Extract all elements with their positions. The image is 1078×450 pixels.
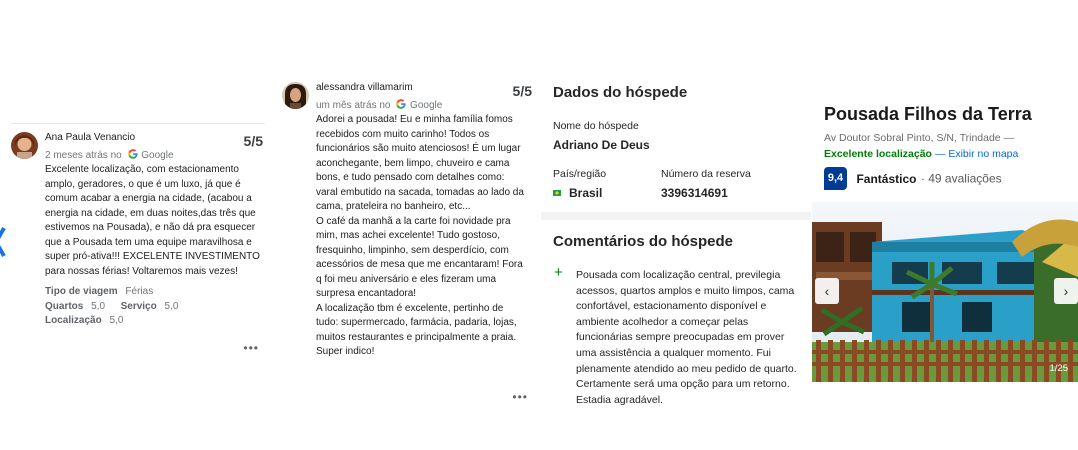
reviewer-name[interactable]: Ana Paula Venancio	[45, 132, 136, 143]
review-meta	[45, 149, 174, 161]
review-paragraph: A localização tbm é excelente, pertinho de tudo: supermercado, farmácia, padaria, lojas, muitos restaurantes e principalmente a praia.	[316, 302, 517, 343]
plus-icon: +	[554, 264, 563, 281]
hotel-rating	[824, 167, 1002, 191]
more-options-icon[interactable]: •••	[243, 341, 259, 355]
review-paragraph: Adorei a pousada! Eu e minha família fomos recebidos com muito carinho! Todos os funcionários são muito atenciosos! É um lugar aconchegante, bem limpo, chuveiro e cama bons, e tudo pensado com detalhes como: varal embutido na sacada, tomadas ao lado da cama, prateleira no banheiro, etc...	[316, 114, 524, 212]
country-name: Brasil	[569, 186, 603, 200]
review-attributes	[45, 285, 265, 329]
next-photo-button[interactable]	[1054, 278, 1078, 304]
guest-details-panel	[541, 74, 811, 419]
guest-data-section	[541, 74, 811, 212]
avatar[interactable]	[282, 82, 309, 109]
review-source: Google	[141, 150, 174, 161]
review-time: 2 meses atrás no	[45, 150, 122, 161]
review-text: Excelente localização, com estacionamento amplo, geradores, o que é um luxo, já que é comum acabar a energia na cidade, (acabou a energia na cidade, em duas noites,das três que estivemos na Pousada), e não dá pra esquecer que a Pousada tem uma equipe maravilhosa e super pró-ativa!!! EXCELENTE INVESTIMENTO para nossas férias! Voltaremos mais vezes!	[45, 164, 260, 277]
review-count[interactable]: · 49 avaliações	[920, 171, 1002, 186]
guest-name-value: Adriano De Deus	[553, 138, 650, 152]
chevron-left-icon: ‹	[824, 283, 830, 299]
previous-photo-button[interactable]	[815, 278, 839, 304]
hotel-address: Av Doutor Sobral Pinto, S/N, Trindade —	[824, 132, 1015, 144]
review-meta	[316, 99, 442, 111]
location-rating: Excelente localização	[824, 148, 932, 160]
hotel-location	[824, 148, 1018, 160]
avatar[interactable]	[11, 132, 38, 159]
country-value	[553, 186, 602, 200]
chevron-left-icon[interactable]	[0, 224, 6, 260]
location-value: 5,0	[109, 315, 124, 326]
show-on-map-link[interactable]: — Exibir no mapa	[934, 148, 1019, 160]
review-source: Google	[410, 100, 443, 111]
photo-counter: 1/25	[1049, 363, 1068, 374]
location-label: Localização	[45, 315, 102, 326]
more-options-icon[interactable]: •••	[512, 390, 528, 404]
rooms-label: Quartos	[45, 300, 84, 312]
chevron-right-icon: ›	[1063, 283, 1069, 299]
review-paragraph: Super indico!	[316, 346, 375, 357]
guest-data-title: Dados do hóspede	[553, 84, 688, 101]
review-score-badge: 9,4	[824, 167, 847, 190]
review-text	[316, 113, 526, 360]
review-score: 5/5	[512, 83, 532, 99]
guest-comments-title: Comentários do hóspede	[553, 233, 734, 250]
review-score: 5/5	[243, 133, 263, 149]
review-header	[11, 132, 265, 166]
hotel-photo	[812, 202, 1078, 382]
rating-word: Fantástico	[856, 171, 917, 186]
hotel-photo-carousel[interactable]	[812, 202, 1078, 382]
guest-comments-section	[541, 220, 811, 419]
reservation-number-value: 3396314691	[661, 186, 728, 200]
guest-comment-text: Pousada com localização central, previlegia acessos, quartos amplos e muito limpos, cama confortável, estacionamento disponível e ambiente acolhedor a começar pelas funcionárias sempre preocupadas em prover uma assistência a qualquer momento. Fui plenamente atendido ao meu pedido de quarto. Certamente será uma opção para um retorno. Estadia agradável.	[576, 269, 797, 406]
review-time: um mês atrás no	[316, 100, 391, 111]
service-label: Serviço	[120, 300, 157, 312]
reservation-number-label: Número da reserva	[661, 168, 751, 180]
google-icon	[128, 149, 138, 159]
brazil-flag-icon	[553, 190, 561, 196]
guest-comment	[553, 264, 799, 408]
rooms-value: 5,0	[91, 300, 106, 312]
guest-name-label: Nome do hóspede	[553, 120, 639, 132]
review-header	[282, 82, 534, 116]
google-icon	[396, 99, 406, 109]
hotel-name[interactable]: Pousada Filhos da Terra	[824, 104, 1032, 124]
trip-type-value: Férias	[125, 286, 154, 297]
review-paragraph: O café da manhã a la carte foi novidade pra mim, mas achei excelente! Tudo gostoso, fresquinho, limpinho, sem desperdício, com acessórios de mesa que me encantaram! Fora q foi meu aniversário e eles fizeram uma surpresa encantadora!	[316, 215, 523, 299]
review-card	[11, 123, 265, 363]
review-card	[282, 82, 534, 412]
country-label: País/região	[553, 168, 607, 180]
reviewer-name[interactable]: alessandra villamarim	[316, 82, 413, 93]
hotel-card	[812, 104, 1078, 384]
trip-type-label: Tipo de viagem	[45, 286, 118, 297]
service-value: 5,0	[164, 300, 179, 312]
